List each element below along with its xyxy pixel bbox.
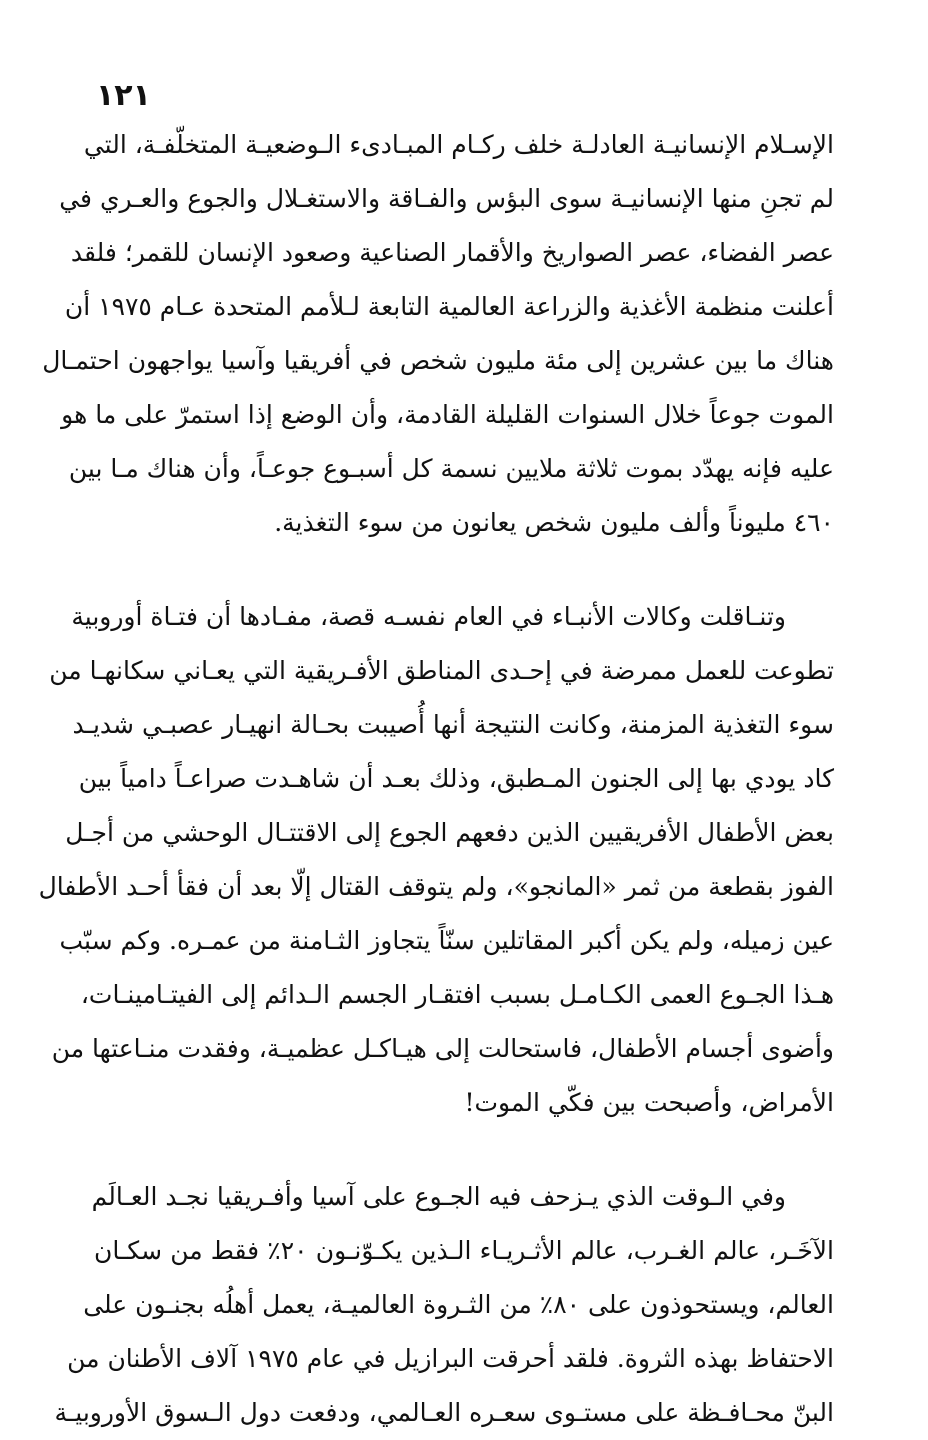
text-line: عليه فإنه يهدّد بموت ثلاثة ملايين نسمة كل أسبـوع جوعـاً، وأن هناك مـا بين — [68, 454, 834, 483]
text-line: بعض الأطفال الأفريقيين الذين دفعهم الجوع إلى الاقتتـال الوحشي من أجـل — [65, 818, 834, 847]
text-line: الأمراض، وأصبحت بين فكّي الموت! — [464, 1088, 834, 1117]
page-number: ١٢١ — [96, 78, 151, 113]
text-line: تطوعت للعمل ممرضة في إحـدى المناطق الأفـريقية التي يعـاني سكانهـا من — [49, 656, 834, 685]
paragraph-3 — [54, 1170, 835, 1440]
text-line: البنّ محـافـظة على مستـوى سعـره العـالمي، ودفعت دول الـسوق الأوروبيـة — [54, 1398, 834, 1427]
text-line: هناك ما بين عشرين إلى مئة مليون شخص في أفريقيا وآسيا يواجهون احتمـال — [42, 346, 834, 375]
text-line: عين زميله، ولم يكن أكبر المقاتلين سنّاً يتجاوز الثـامنة من عمـره. وكم سبّب — [59, 926, 834, 955]
text-line: وفي الـوقت الذي يـزحف فيه الجـوع على آسيا وأفـريقيا نجـد العـالَم — [91, 1182, 786, 1211]
text-line: أعلنت منظمة الأغذية والزراعة العالمية التابعة لـلأمم المتحدة عـام ١٩٧٥ أن — [64, 292, 834, 321]
text-line: الاحتفاظ بهذه الثروة. فلقد أحرقت البرازيل في عام ١٩٧٥ آلاف الأطنان من — [67, 1344, 834, 1373]
text-line: هـذا الجـوع العمى الكـامـل بسبب افتقـار الجسم الـدائم إلى الفيتـامينـات، — [80, 980, 834, 1009]
text-line: وأضوى أجسام الأطفال، فاستحالت إلى هيـاكـل عظميـة، وفقدت منـاعتها من — [51, 1034, 834, 1063]
text-line: سوء التغذية المزمنة، وكانت النتيجة أنها أُصيبت بحـالة انهيـار عصبـي شديـد — [72, 710, 834, 739]
paragraph-gap — [94, 550, 834, 590]
text-line: العالم، ويستحوذون على ٨٠٪ من الثـروة العالميـة، يعمل أهلُه بجنـون على — [83, 1290, 834, 1319]
text-line: الإسـلام الإنسانيـة العادلـة خلف ركـام المبـادىء الـوضعيـة المتخلّفـة، التي — [83, 130, 834, 159]
paragraph-2 — [38, 590, 834, 1130]
text-line: لم تجنِ منها الإنسانيـة سوى البؤس والفـاقة والاستغـلال والجوع والعـري في — [59, 184, 834, 213]
paragraph-gap — [94, 1130, 834, 1170]
text-line: ٤٦٠ مليوناً وألف مليون شخص يعانون من سوء التغذية. — [274, 508, 834, 537]
text-line: الفوز بقطعة من ثمر «المانجو»، ولم يتوقف القتال إلّا بعد أن فقأ أحـد الأطفال — [38, 872, 834, 901]
text-line: كاد يودي بها إلى الجنون المـطبق، وذلك بعـد أن شاهـدت صراعـاً دامياً بين — [78, 764, 834, 793]
body-text — [38, 118, 835, 1440]
paragraph-1 — [42, 118, 834, 550]
text-line: عصر الفضاء، عصر الصواريخ والأقمار الصناعية وصعود الإنسان للقمر؛ فلقد — [70, 238, 834, 267]
text-line: الآخَـر، عالم الغـرب، عالم الأثـريـاء الـذين يكـوّنـون ٢٠٪ فقط من سكـان — [94, 1236, 835, 1265]
text-line: الموت جوعاً خلال السنوات القليلة القادمة، وأن الوضع إذا استمرّ على ما هو — [61, 400, 834, 429]
text-line: وتنـاقلت وكالات الأنبـاء في العام نفسـه قصة، مفـادها أن فتـاة أوروبية — [71, 602, 786, 631]
